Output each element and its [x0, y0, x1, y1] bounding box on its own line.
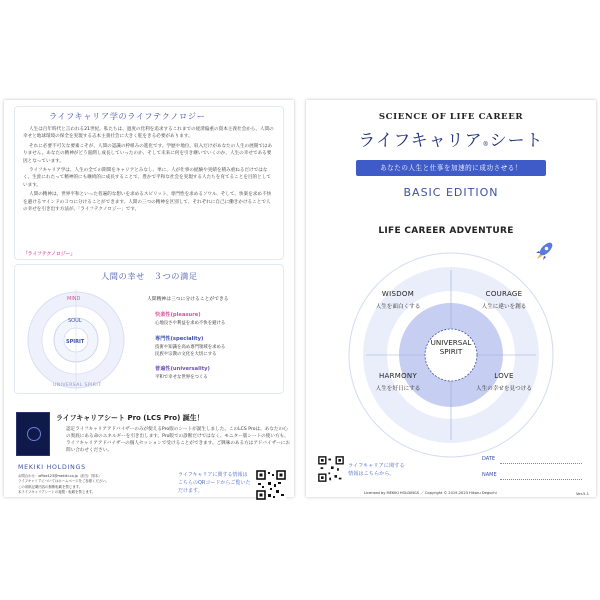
company-info [18, 474, 109, 496]
quadrant-harmony [358, 372, 438, 392]
company-line: ライフキャリアについてはホームページをご参照ください。 [18, 479, 110, 484]
quadrant-en: HARMONY [378, 372, 418, 380]
right-page [306, 100, 596, 497]
footer-license: Licensed by MEKIKI HOLDINGS ／ Copyright © 2019-2023 Hikaru Deguchi [364, 491, 497, 495]
item-name: 専門性(speciality) [155, 336, 204, 342]
item-desc: 技術や知識を高め専門領域を求める [155, 345, 226, 350]
center-line: SPIRIT [439, 347, 463, 356]
item-desc-extra: 民族や宗教の文化を大切にする [155, 352, 217, 357]
registered-mark: ® [482, 141, 490, 148]
intro-box [14, 106, 284, 260]
brand-jp-tail: シート [489, 131, 544, 151]
intro-title: ライフキャリア学のライフテクノロジー [49, 111, 206, 121]
tagline-banner [356, 160, 546, 176]
brand-en: SCIENCE OF LIFE CAREER [378, 112, 524, 122]
adventure-title: LIFE CAREER ADVENTURE [378, 226, 514, 236]
item-name: 快楽性(pleasure) [155, 312, 201, 318]
name-label: NAME [482, 472, 497, 478]
date-field[interactable] [500, 462, 582, 464]
item-name: 普遍性(universality) [155, 366, 210, 372]
quadrant-jp: 人生に違いを創る [481, 304, 527, 310]
intro-paragraph: それに必要不可欠な要素こそが、人間の認識の枠組みの進化です。学歴や地位、収入だけがあなたの人生の展開ではありません。あなたの精神がどう滋潤し成長していったのか、そして未来に何を引き継いでいくのか、人生の幸せである要因となっています。 [23, 143, 273, 164]
intro-body [23, 126, 275, 215]
intro-paragraph: 人生は百年時代と言われる21世紀。私たちは、過度の営利を追求するこれまでの経済偏重の資本主義社会から、人間の幸せと地球環境の保全を実現する志本主義社会に大きく舵をきる必要があります。 [23, 127, 274, 140]
qr-code[interactable] [318, 456, 344, 482]
quadrant-jp: 人生の幸せを見つける [476, 386, 532, 392]
version: Ver.5.1 [576, 491, 590, 496]
soul-label: SOUL [68, 318, 82, 324]
three-intro: 人間精神は三つに分けることができる [147, 297, 229, 302]
quadrant-wisdom [358, 290, 438, 310]
tagline: あなたの人生と仕事を加速的に成功させる！ [380, 164, 522, 172]
three-title: 人間の幸せ ３つの満足 [101, 271, 198, 281]
quadrant-love [464, 372, 544, 392]
company-line: お問合わせ：office123@mekiki.co.jp（担当：岡本） [18, 474, 102, 478]
qr-caption-line: ライフキャリアに関する [348, 463, 405, 469]
center-line: UNIVERSAL [430, 338, 472, 347]
intro-paragraph: 人間の精神は、世界平和といった普遍的な想いを求めるスピリット、専門性を求めるソウル、そして、快楽を求め不快を避けるマインドの３つに分けることができます。人間の三つの精神を区別して、それぞれに自己に働きかけることで人の幸せを引き出す方法が、「ライフテクノロジー」です。 [23, 192, 272, 213]
item-speciality [155, 335, 225, 357]
mind-label: MIND [67, 296, 81, 302]
pro-body: 認定ライフキャリアアドバイザーのみが使えるPro版のシートが誕生しました。このLCS Proは、あなたの心の奥底にある命のエネルギーを引き出します。Pro版での診断だけではなく、モニター版シートの使い方も、ライフキャリアアドバイザーの個人セッションで受けることができます。ご興味のある方はアドバイザーにお問い合わせください。 [66, 427, 290, 453]
quadrant-en: WISDOM [381, 290, 415, 298]
brand-jp-main: ライフキャリア [358, 131, 483, 151]
pro-thumbnail [16, 412, 50, 456]
qr-text: ライフキャリアに関する情報はこちらのQRコードからご覧いただけます。 [178, 472, 251, 494]
pro-title: ライフキャリアシート Pro (LCS Pro) 誕生！ [56, 414, 204, 422]
quadrant-en: LOVE [494, 372, 514, 380]
three-box [14, 264, 284, 394]
quadrant-courage [464, 290, 544, 310]
company-name: MEKIKI HOLDINGS [18, 464, 86, 471]
spirit-label: SPIRIT [66, 339, 85, 345]
highlight-text: 「ライフテクノロジー」 [23, 252, 76, 257]
qr-caption-line: 情報はこちらから。 [348, 471, 395, 477]
item-universality [155, 365, 210, 380]
company-line: 本ライフキャリアシートの複製・転載を禁じます。 [18, 490, 96, 495]
qr-caption [348, 462, 405, 478]
item-pleasure [155, 311, 225, 326]
name-field[interactable] [500, 478, 582, 480]
company-line: この用紙記載内容の無断転載を禁じます。 [18, 484, 83, 489]
date-label: DATE [482, 456, 496, 462]
item-desc: 心地良さや利益を求め不快を避ける [155, 321, 226, 326]
quadrant-jp: 人生を好日にする [375, 386, 421, 392]
center-label [421, 338, 481, 356]
intro-paragraph: ライフキャリア学は、人生の全ての期間をキャリアとみなし、単に、人が仕事の経験や実績を積み重ねるだけではなく、生涯にわたって精神的にも継続的に成長することで、豊かで平和な社会を実現する人たちを育てることを目的としています。 [23, 168, 271, 188]
left-page [4, 100, 294, 497]
edition: BASIC EDITION [403, 186, 499, 199]
quadrant-jp: 人生を面白くする [375, 304, 421, 310]
item-desc: 平和で幸せな世界をつくる [155, 375, 208, 380]
universal-spirit-label: UNIVERSAL SPIRIT [53, 383, 102, 388]
qr-code[interactable] [256, 470, 286, 500]
quadrant-en: COURAGE [485, 290, 523, 298]
brand-jp [346, 126, 556, 151]
